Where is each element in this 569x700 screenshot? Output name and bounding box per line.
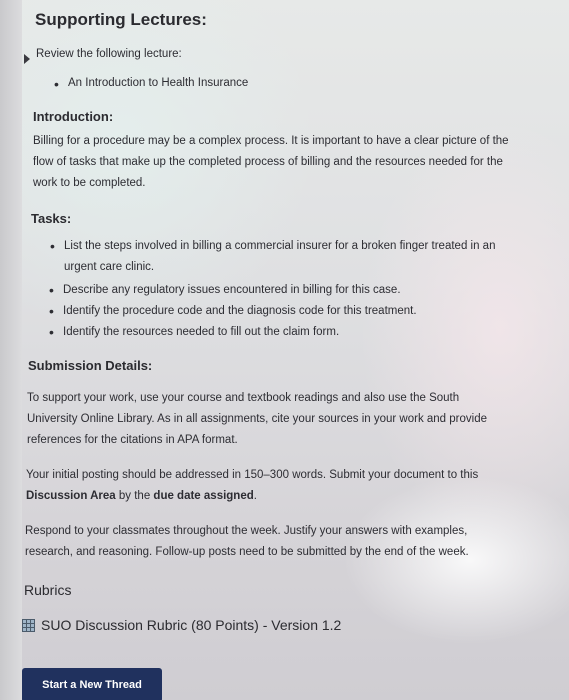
rubric-link[interactable]: SUO Discussion Rubric (80 Points) - Version 1.2 — [41, 617, 342, 633]
task-text: • List the steps involved in billing a commercial insurer for a broken finger treated in an — [64, 240, 496, 252]
intro-line: work to be completed. — [33, 177, 146, 189]
submission-line — [26, 486, 478, 507]
submission-line: Respond to your classmates throughout the week. Justify your answers with examples, — [25, 525, 468, 537]
intro-line: flow of tasks that make up the completed process of billing and the resources needed for the — [33, 156, 503, 168]
submission-paragraph-1 — [27, 388, 487, 451]
task-text: • Identify the procedure code and the diagnosis code for this treatment. — [63, 305, 417, 317]
submission-line: University Online Library. As in all assignments, cite your sources in your work and provide — [27, 413, 487, 425]
rubric-row[interactable] — [22, 617, 341, 633]
task-text: urgent care clinic. — [64, 261, 155, 273]
tasks-heading: Tasks: — [31, 211, 72, 226]
task-item — [63, 301, 417, 322]
submission-paragraph-2 — [26, 465, 478, 507]
rubrics-heading: Rubrics — [24, 582, 72, 598]
discussion-area-bold: Discussion Area — [26, 490, 116, 502]
lecture-link[interactable]: • An Introduction to Health Insurance — [68, 77, 248, 89]
submission-line: references for the citations in APA format. — [27, 434, 238, 446]
submission-line: research, and reasoning. Follow-up posts need to be submitted by the end of the week. — [25, 546, 469, 558]
task-item — [63, 322, 339, 343]
submission-details-heading: Submission Details: — [28, 358, 153, 373]
submission-line: Your initial posting should be addressed in 150–300 words. Submit your document to this — [26, 469, 479, 481]
submission-paragraph-3 — [25, 521, 469, 563]
task-item — [63, 280, 401, 301]
grid-icon — [22, 619, 35, 632]
due-date-bold: due date assigned — [153, 490, 254, 502]
intro-line: Billing for a procedure may be a complex process. It is important to have a clear picture of the — [33, 135, 509, 147]
start-new-thread-button[interactable]: Start a New Thread — [22, 668, 162, 700]
review-instruction: Review the following lecture: — [36, 48, 182, 60]
supporting-lectures-heading: Supporting Lectures: — [35, 10, 207, 29]
introduction-paragraph — [33, 131, 509, 194]
collapse-caret-icon[interactable] — [24, 54, 30, 64]
left-panel-edge — [0, 0, 22, 700]
submission-line: To support your work, use your course and textbook readings and also use the South — [27, 392, 460, 404]
task-text: • Identify the resources needed to fill out the claim form. — [63, 326, 340, 338]
submission-text: by the — [115, 490, 154, 502]
task-text: • Describe any regulatory issues encountered in billing for this case. — [63, 284, 401, 296]
task-item — [64, 236, 495, 278]
submission-text: . — [253, 490, 257, 502]
introduction-heading: Introduction: — [33, 109, 114, 124]
